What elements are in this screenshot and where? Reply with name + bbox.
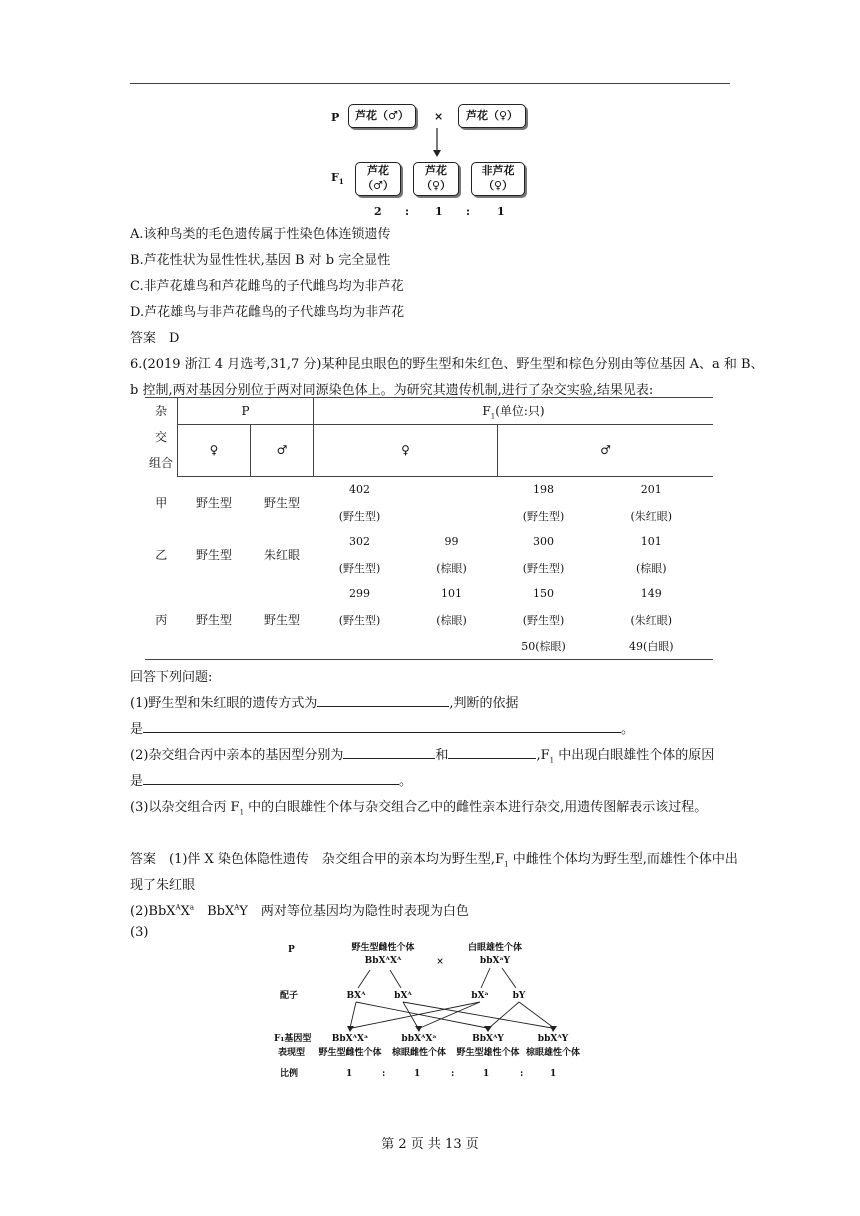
question-1-cont: 是 。 (130, 718, 634, 737)
header-group: 杂 交 组合 (145, 398, 178, 477)
answer-6-line3: $(2)BbX^AX^a$ BbX$^A$Y 两对等位基因均为隐性时表现为白色 (130, 903, 469, 919)
question-3: (3)以杂交组合丙 $F_1$ 中的白眼雄性个体与杂交组合乙中的雌性亲本进行杂交,用遗传图解表示该过程。 (130, 800, 708, 817)
gamete: bY (512, 991, 526, 1001)
row-parent-male: 野生型 (251, 581, 314, 660)
table-row: 乙 野生型 朱红眼 302 99 300 101 (145, 529, 713, 555)
p-label: P (331, 111, 340, 124)
option-d: D.芦花雄鸟与非芦花雌鸟的子代雄鸟均为非芦花 (130, 305, 405, 320)
header-p-female: ♀ (178, 425, 251, 477)
answer-6-line4: (3) (130, 925, 149, 940)
f1-phenotype: 野生型雄性个体 (456, 1048, 520, 1058)
ratio-value: 1 (550, 1069, 557, 1079)
parent-female-genotype: BbXᴬXᴬ (364, 956, 402, 966)
cross-sign: × (434, 110, 444, 123)
ratio-sep: : (466, 205, 471, 218)
child-box-3: 非芦花 （♀） (471, 162, 525, 196)
table-row: 甲 野生型 野生型 402 198 201 (145, 476, 713, 503)
gamete: BXᴬ (346, 991, 366, 1001)
row-parent-female: 野生型 (195, 548, 232, 562)
header-f1-male: ♂ (498, 425, 714, 477)
ratio-sep: : (405, 205, 410, 218)
top-rule (130, 83, 730, 84)
ratio-sep: : (451, 1069, 455, 1079)
answer-5: 答案 D (130, 331, 180, 346)
f1-phenotype-label: 表现型 (278, 1048, 306, 1058)
option-a: A.该种鸟类的毛色遗传属于性染色体连锁遗传 (130, 227, 391, 242)
f1-genotype: BbXᴬXᵃ (331, 1034, 369, 1044)
parent-female-label: 野生型雌性个体 (351, 943, 415, 953)
f1-genotype: bbXᴬY (537, 1034, 569, 1044)
parent-male-box: 芦花（♂） (348, 104, 416, 128)
row-parent-female: 野生型 (195, 496, 232, 510)
f1-genotype-label: F₁基因型 (274, 1034, 312, 1044)
arrow-heads (347, 1026, 557, 1032)
question-2-cont: 是 。 (130, 770, 412, 789)
diagram-p-label: P (288, 945, 295, 955)
question-6-line2: b 控制,两对基因分别位于两对同源染色体上。为研究其遗传机制,进行了杂交实验,结果见表: (130, 383, 654, 398)
ratio-value: 1 (435, 205, 443, 218)
header-f1-female: ♀ (314, 425, 498, 477)
genetic-diagram (270, 938, 600, 1083)
table-row: 丙 野生型 野生型 299 101 150 149 (145, 581, 713, 607)
page-footer: 第 2 页 共 13 页 (381, 1137, 479, 1152)
question-1: (1)野生型和朱红眼的遗传方式为 ,判断的依据 (130, 692, 519, 711)
ratio-label: 比例 (280, 1069, 299, 1079)
ratio-value: 1 (414, 1069, 421, 1079)
parent-male-genotype: bbXᵃY (479, 956, 511, 966)
row-parent-male: 朱红眼 (263, 548, 300, 562)
parent-female-box: 芦花（♀） (458, 104, 526, 128)
child-box-2: 芦花 （♀） (413, 162, 459, 196)
header-p-male: ♂ (251, 425, 314, 477)
answer-6-line2: 现了朱红眼 (130, 878, 196, 893)
header-f1: $F_1$(单位:只) (314, 398, 714, 425)
ratio-value: 1 (497, 205, 505, 218)
question-2: (2)杂交组合丙中亲本的基因型分别为 和 $,F_1$ 中出现白眼雄性个体的原因 (130, 744, 714, 765)
option-c: C.非芦花雄鸟和芦花雌鸟的子代雌鸟均为非芦花 (130, 279, 404, 294)
gamete: bXᵃ (471, 991, 489, 1001)
question-6-line1: 6.(2019 浙江 4 月选考,31,7 分)某种昆虫眼色的野生型和朱红色、野生型和棕色分别由等位基因 A、a 和 B、 (130, 357, 764, 372)
f1-phenotype: 棕眼雌性个体 (391, 1048, 447, 1058)
cross-results-table: 杂 交 组合 P $F_1$(单位:只) ♀ ♂ ♀ ♂ 甲 野生型 野生型 402 198 201 (野生型) (野生型) (朱红眼) 乙 野生型 朱红眼 302 99 300 101 (野生型) (棕眼) (野生型) (棕眼) 丙 野生型 野生型 299 101 150 149 (野生型) (棕眼) (野生型) (朱红眼) 50(棕眼) 49(白眼) (145, 397, 713, 660)
row-parent-female: 野生型 (178, 581, 251, 660)
child-box-1: 芦花 （♂） (355, 162, 401, 196)
down-arrow-icon (430, 128, 446, 158)
parent-male-label: 白眼雄性个体 (467, 943, 523, 953)
f1-genotype: BbXᴬY (472, 1034, 504, 1044)
row-name: 乙 (155, 548, 168, 562)
ratio-sep: : (382, 1069, 386, 1079)
answer-blank (317, 693, 449, 707)
f1-label: $F_1$ (331, 171, 344, 187)
f1-phenotype: 野生型雌性个体 (318, 1048, 382, 1058)
f1-phenotype: 棕眼雄性个体 (525, 1048, 581, 1058)
f1-genotype: bbXᴬXᵃ (401, 1034, 437, 1044)
answer-blank (343, 745, 435, 759)
option-b: B.芦花性状为显性性状,基因 B 对 b 完全显性 (130, 253, 391, 268)
ratio-sep: : (520, 1069, 524, 1079)
ratio-value: 1 (483, 1069, 490, 1079)
row-parent-male: 野生型 (263, 496, 300, 510)
gamete-label: 配子 (280, 991, 299, 1001)
diagram-cross-sign: × (436, 957, 444, 967)
header-p: P (178, 398, 314, 425)
answer-blank (143, 719, 621, 733)
answer-blank (448, 745, 536, 759)
ratio-value: 2 (374, 205, 382, 218)
ratio-value: 1 (346, 1069, 353, 1079)
gamete: bXᴬ (394, 991, 412, 1001)
questions-intro: 回答下列问题: (130, 670, 213, 685)
answer-blank (143, 771, 399, 785)
answer-6-line1: 答案 (1)伴 X 染色体隐性遗传 杂交组合甲的亲本均为野生型$,F_1$ 中雌性个体均为野生型,而雄性个体中出 (130, 852, 738, 869)
row-name: 甲 (155, 495, 168, 510)
row-name: 丙 (145, 581, 178, 660)
